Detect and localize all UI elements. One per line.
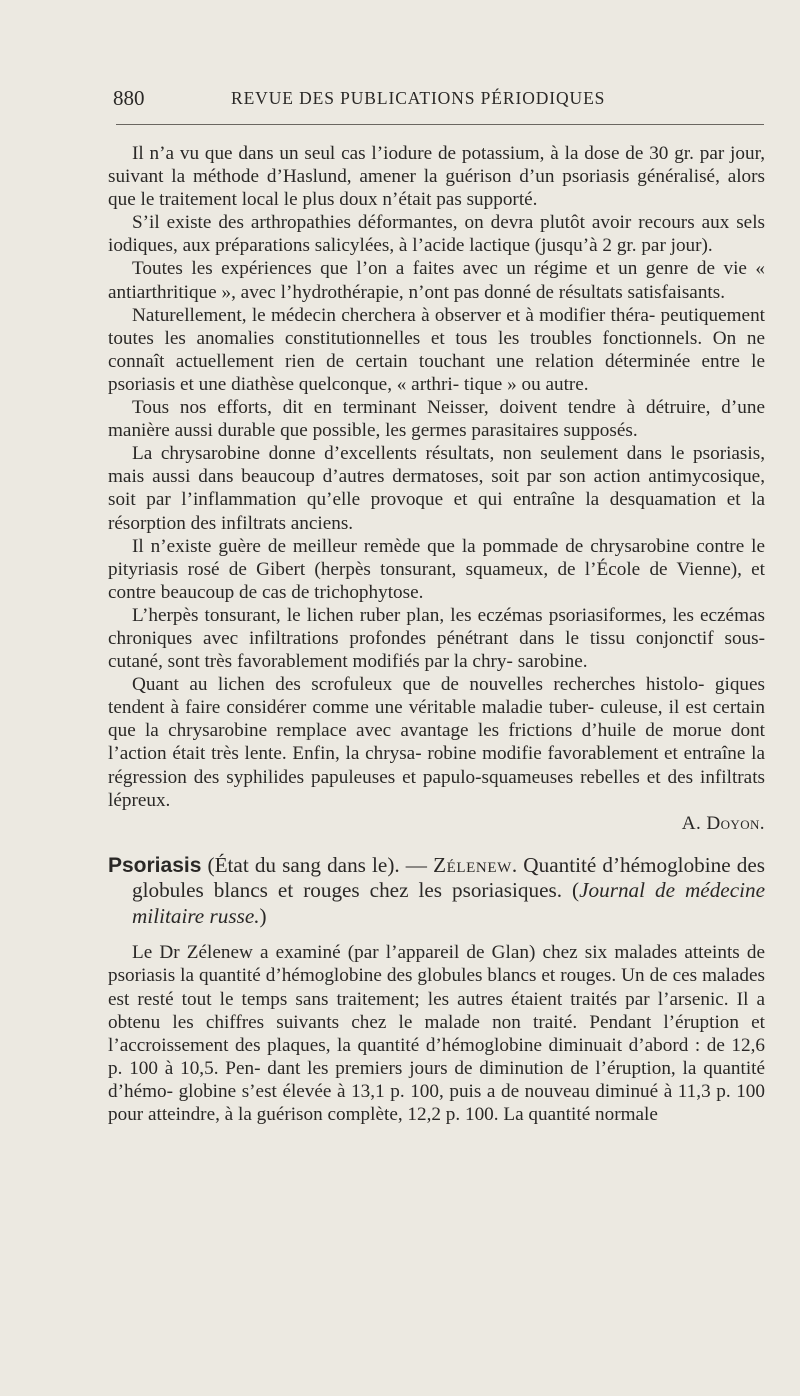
paragraph: S’il existe des arthropathies déformantes, on devra plutôt avoir recours aux sels iodiques, aux préparations salicylées, à l’acide lactique (jusqu’à 2 gr. par jour). bbox=[108, 212, 765, 257]
running-title: REVUE DES PUBLICATIONS PÉRIODIQUES bbox=[231, 88, 606, 108]
page-header bbox=[113, 86, 763, 110]
paragraph: Naturellement, le médecin cherchera à observer et à modifier théra- peutiquement toutes les anomalies constitutionnelles et tous les troubles fonctionnels. On ne connaît actuellement rien de certain touchant une relation déterminée entre le psoriasis et une diathèse quelconque, « arthri- tique » ou autre. bbox=[108, 304, 765, 395]
header-rule bbox=[116, 124, 764, 125]
paragraph: Il n’existe guère de meilleur remède que la pommade de chrysarobine contre le pityriasis rosé de Gibert (herpès tonsurant, squameux, de l’École de Vienne), et contre beaucoup de cas de trichophytose. bbox=[108, 535, 765, 603]
entry-author: Zélenew bbox=[433, 852, 512, 877]
article-body bbox=[108, 142, 765, 1126]
author-signature: A. Doyon. bbox=[681, 812, 765, 834]
page-number: 880 bbox=[113, 86, 145, 110]
entry-qualifier: (État du sang dans le). — bbox=[207, 852, 434, 877]
entry-close: ) bbox=[259, 903, 267, 928]
paragraph: L’herpès tonsurant, le lichen ruber plan, les eczémas psoriasiformes, les eczémas chroniques avec infiltrations profondes pénétrant dans le tissu conjonctif sous-cutané, sont très favorablement modifiés par la chry- sarobine. bbox=[108, 604, 765, 673]
entry-subject: Psoriasis bbox=[108, 853, 202, 877]
paragraph: Il n’a vu que dans un seul cas l’iodure de potassium, à la dose de 30 gr. par jour, suivant la méthode d’Haslund, amener la guérison d’un psoriasis généralisé, alors que le traitement local le plus doux n’était pas supporté. bbox=[108, 143, 765, 211]
entry-heading bbox=[108, 853, 765, 930]
paragraph: Quant au lichen des scrofuleux que de nouvelles recherches histolo- giques tendent à faire considérer comme une véritable maladie tuber- culeuse, il est certain que la chrysarobine remplace avec avantage les frictions d’huile de morue dont l’action était très lente. Enfin, la chrysa- robine modifie favorablement et entraîne la régression des syphilides papuleuses et papulo-squameuses rebelles et des infiltrats lépreux. bbox=[108, 674, 765, 811]
entry-paragraph: Le Dr Zélenew a examiné (par l’appareil de Glan) chez six malades atteints de psoriasis la quantité d’hémoglobine des globules blancs et rouges. Un de ces malades est resté tout le temps sans traitement; les autres étaient traités par l’arsenic. Il a obtenu les chiffres suivants chez le malade non traité. Pendant l’éruption et l’accroissement des plaques, la quantité d’hémoglobine diminuait d’abord : de 12,6 p. 100 à 10,5. Pen- dant les premiers jours de diminution de l’éruption, la quantité d’hémo- globine s’est élevée à 13,1 p. 100, puis a de nouveau diminué à 11,3 p. 100 pour atteindre, à la guérison complète, 12,2 p. 100. La quantité normale bbox=[108, 942, 765, 1125]
paragraph: Toutes les expériences que l’on a faites avec un régime et un genre de vie « antiarthritique », avec l’hydrothérapie, n’ont pas donné de résultats satisfaisants. bbox=[108, 258, 765, 303]
paragraph: La chrysarobine donne d’excellents résultats, non seulement dans le psoriasis, mais aussi dans beaucoup d’autres dermatoses, soit par son action antimycosique, soit par l’inflammation qu’elle provoque et qui entraîne la desquamation et la résorption des infiltrats anciens. bbox=[108, 443, 765, 534]
entry-title: . Quantité d’hémoglobine des globules blancs et rouges chez les psoriasiques. ( bbox=[132, 852, 766, 903]
paragraph: Tous nos efforts, dit en terminant Neisser, doivent tendre à détruire, d’une manière aussi durable que possible, les germes parasitaires supposés. bbox=[108, 397, 765, 442]
entry-journal: Journal de médecine militaire russe. bbox=[132, 878, 765, 928]
